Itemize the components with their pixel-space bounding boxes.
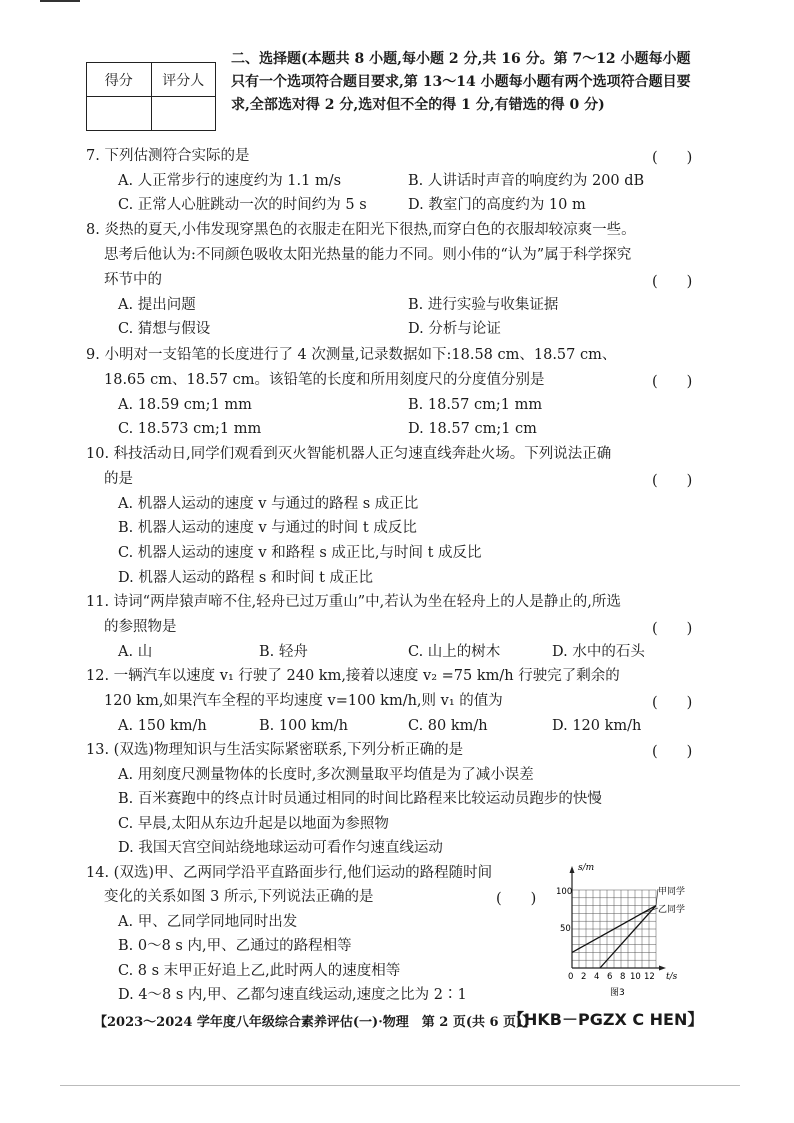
y-axis-arrow	[570, 866, 575, 873]
q8-answer-blank: ( )	[652, 274, 693, 290]
q9-stem-line1: 9. 小明对一支铅笔的长度进行了 4 次测量,记录数据如下:18.58 cm、18.57 cm、	[86, 347, 617, 363]
score-box	[86, 62, 216, 131]
q11-option-d: D. 水中的石头	[552, 644, 645, 660]
q7-answer-blank: ( )	[652, 150, 693, 166]
q11-stem-line2: 的参照物是	[104, 619, 177, 635]
q7-option-a: A. 人正常步行的速度约为 1.1 m/s	[118, 173, 342, 189]
q8-stem-line3: 环节中的	[104, 272, 162, 288]
q10-option-b: B. 机器人运动的速度 v 与通过的时间 t 成反比	[118, 520, 417, 536]
q14-answer-blank: ( )	[496, 891, 537, 907]
q12-stem-line2: 120 km,如果汽车全程的平均速度 v=100 km/h,则 v₁ 的值为	[104, 693, 503, 709]
x-tick-4: 4	[594, 972, 600, 982]
q14-option-a: A. 甲、乙同学同地同时出发	[118, 914, 298, 930]
q8-option-d: D. 分析与论证	[408, 321, 501, 337]
q10-stem-line1: 10. 科技活动日,同学们观看到灭火智能机器人正匀速直线奔赴火场。下列说法正确	[86, 446, 612, 462]
top-rule	[40, 0, 80, 2]
grader-cell	[151, 97, 216, 131]
x-tick-10: 10	[630, 972, 641, 982]
q14-stem-line2: 变化的关系如图 3 所示,下列说法正确的是	[104, 889, 374, 905]
q11-stem-line1: 11. 诗词“两岸猿声啼不住,轻舟已过万重山”中,若认为坐在轻舟上的人是静止的,所选	[86, 594, 621, 610]
q7-stem: 7. 下列估测符合实际的是	[86, 148, 250, 164]
q10-option-a: A. 机器人运动的速度 v 与通过的路程 s 成正比	[118, 496, 419, 512]
q8-stem-line1: 8. 炎热的夏天,小伟发现穿黑色的衣服走在阳光下很热,而穿白色的衣服却较凉爽一些。	[86, 222, 636, 238]
x-tick-0: 0	[568, 972, 574, 982]
q11-option-a: A. 山	[118, 644, 153, 660]
bottom-rule	[60, 1085, 740, 1086]
q12-answer-blank: ( )	[652, 695, 693, 711]
x-axis-label: t/s	[666, 972, 678, 982]
q12-option-c: C. 80 km/h	[408, 718, 488, 734]
score-label: 得分	[87, 63, 152, 97]
y-tick-50: 50	[560, 924, 571, 934]
x-tick-6: 6	[607, 972, 613, 982]
q11-option-b: B. 轻舟	[259, 644, 308, 660]
q12-option-a: A. 150 km/h	[118, 718, 207, 734]
q10-answer-blank: ( )	[652, 473, 693, 489]
legend-jia: 甲同学	[658, 887, 686, 897]
q8-option-a: A. 提出问题	[118, 297, 196, 313]
q9-option-d: D. 18.57 cm;1 cm	[408, 421, 537, 437]
figure-3-st-graph	[558, 860, 698, 1000]
q8-option-b: B. 进行实验与收集证据	[408, 297, 559, 313]
q10-option-d: D. 机器人运动的路程 s 和时间 t 成正比	[118, 570, 374, 586]
q11-answer-blank: ( )	[652, 621, 693, 637]
q13-option-c: C. 早晨,太阳从东边升起是以地面为参照物	[118, 816, 389, 832]
x-tick-labels	[568, 972, 655, 982]
q13-option-a: A. 用刻度尺测量物体的长度时,多次测量取平均值是为了减小误差	[118, 767, 534, 783]
q12-option-d: D. 120 km/h	[552, 718, 642, 734]
x-tick-2: 2	[581, 972, 587, 982]
section-header: 二、选择题(本题共 8 小题,每小题 2 分,共 16 分。第 7～12 小题每小题只有一个选项符合题目要求,第 13～14 小题每小题有两个选项符合题目要求,全部选对得 2 分,选对但不全的得 1 分,有错选的得 0 分)	[231, 51, 691, 113]
q11-option-c: C. 山上的树木	[408, 644, 501, 660]
q9-option-b: B. 18.57 cm;1 mm	[408, 397, 543, 413]
x-axis-arrow	[659, 966, 666, 971]
q9-stem-line2: 18.65 cm、18.57 cm。该铅笔的长度和所用刻度尺的分度值分别是	[104, 372, 545, 388]
q13-answer-blank: ( )	[652, 744, 693, 760]
q8-option-c: C. 猜想与假设	[118, 321, 211, 337]
figure-caption: 图3	[610, 988, 625, 998]
q14-option-d: D. 4～8 s 内,甲、乙都匀速直线运动,速度之比为 2∶1	[118, 987, 467, 1003]
q9-option-c: C. 18.573 cm;1 mm	[118, 421, 262, 437]
q7-option-d: D. 教室门的高度约为 10 m	[408, 197, 586, 213]
q13-option-d: D. 我国天宫空间站绕地球运动可看作匀速直线运动	[118, 840, 443, 856]
q12-stem-line1: 12. 一辆汽车以速度 v₁ 行驶了 240 km,接着以速度 v₂ =75 km/h 行驶完了剩余的	[86, 668, 620, 684]
q12-option-b: B. 100 km/h	[259, 718, 348, 734]
q14-option-b: B. 0～8 s 内,甲、乙通过的路程相等	[118, 938, 352, 954]
q14-option-c: C. 8 s 末甲正好追上乙,此时两人的速度相等	[118, 963, 401, 979]
footer-code: 【HKB－PGZX C HEN】	[508, 1010, 704, 1029]
q7-option-c: C. 正常人心脏跳动一次的时间约为 5 s	[118, 197, 367, 213]
x-tick-8: 8	[620, 972, 626, 982]
series-lines	[572, 889, 658, 968]
q14-stem-line1: 14. (双选)甲、乙两同学沿平直路面步行,他们运动的路程随时间	[86, 865, 493, 881]
q7-option-b: B. 人讲话时声音的响度约为 200 dB	[408, 173, 645, 189]
y-axis-label: s/m	[578, 863, 595, 873]
page-footer: 【2023～2024 学年度八年级综合素养评估(一)·物理 第 2 页(共 6 页)】	[94, 1015, 536, 1030]
q13-stem: 13. (双选)物理知识与生活实际紧密联系,下列分析正确的是	[86, 742, 464, 758]
q8-stem-line2: 思考后他认为:不同颜色吸收太阳光热量的能力不同。则小伟的“认为”属于科学探究	[104, 247, 632, 263]
grader-label: 评分人	[151, 63, 216, 97]
q13-option-b: B. 百米赛跑中的终点计时员通过相同的时间比路程来比较运动员跑步的快慢	[118, 791, 602, 807]
legend-yi: 乙同学	[658, 905, 686, 915]
q9-answer-blank: ( )	[652, 374, 693, 390]
y-tick-100: 100	[556, 887, 573, 897]
q10-stem-line2: 的是	[104, 471, 133, 487]
x-tick-12: 12	[644, 972, 655, 982]
q9-option-a: A. 18.59 cm;1 mm	[118, 397, 252, 413]
score-cell	[87, 97, 152, 131]
q10-option-c: C. 机器人运动的速度 v 和路程 s 成正比,与时间 t 成反比	[118, 545, 482, 561]
